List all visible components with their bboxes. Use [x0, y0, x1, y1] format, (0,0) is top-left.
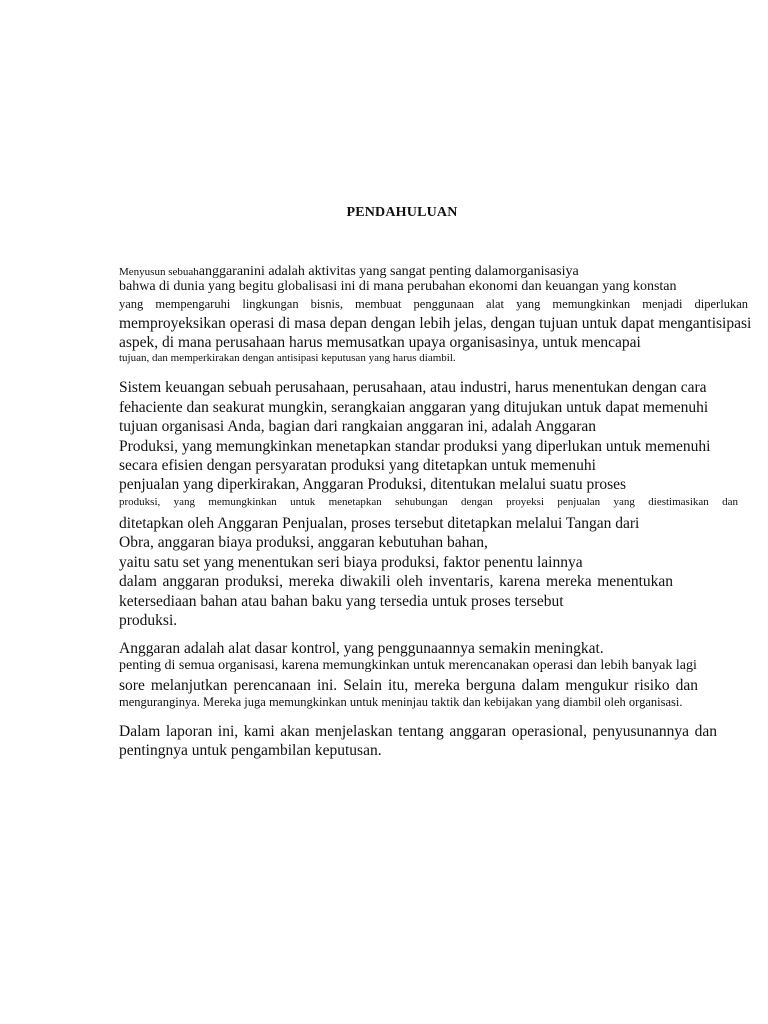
- paragraph-2-line-4: Produksi, yang memungkinkan menetapkan standar produksi yang diperlukan untuk memenuhi: [119, 438, 711, 455]
- paragraph-2-line-11: dalam anggaran produksi, mereka diwakili oleh inventaris, karena mereka menentukan: [119, 573, 673, 590]
- paragraph-3-line-1: Anggaran adalah alat dasar kontrol, yang penggunaannya semakin meningkat.: [119, 640, 604, 657]
- document-title: PENDAHULUAN: [346, 205, 458, 220]
- paragraph-2-line-8: ditetapkan oleh Anggaran Penjualan, proses tersebut ditetapkan melalui Tangan dari: [119, 515, 640, 532]
- paragraph-1-line-6: tujuan, dan memperkirakan dengan antisipasi keputusan yang harus diambil.: [119, 352, 456, 364]
- paragraph-2-line-5: secara efisien dengan persyaratan produksi yang ditetapkan untuk memenuhi: [119, 457, 596, 474]
- paragraph-1-line-3: yang mempengaruhi lingkungan bisnis, membuat penggunaan alat yang memungkinkan menjadi diperlukan: [119, 297, 748, 311]
- paragraph-1-line-5: aspek, di mana perusahaan harus memusatkan upaya organisasinya, untuk mencapai: [119, 334, 641, 351]
- paragraph-1-line-1-small: Menyusun sebuah: [119, 266, 199, 278]
- paragraph-2-line-7: produksi, yang memungkinkan untuk menetapkan sehubungan dengan proyeksi penjualan yang diestimasikan dan: [119, 496, 738, 508]
- paragraph-2-line-12: ketersediaan bahan atau bahan baku yang tersedia untuk proses tersebut: [119, 593, 564, 610]
- paragraph-2-line-9: Obra, anggaran biaya produksi, anggaran kebutuhan bahan,: [119, 534, 488, 551]
- paragraph-1-line-1-large: anggaranini adalah aktivitas yang sangat penting dalamorganisasiya: [198, 264, 579, 279]
- paragraph-3-line-4: menguranginya. Mereka juga memungkinkan untuk meninjau taktik dan kebijakan yang diambil oleh organisasi.: [119, 695, 683, 709]
- paragraph-2-line-1: Sistem keuangan sebuah perusahaan, perusahaan, atau industri, harus menentukan dengan cara: [119, 379, 707, 396]
- paragraph-1-line-1: [119, 263, 579, 279]
- paragraph-1-line-4: memproyeksikan operasi di masa depan dengan lebih jelas, dengan tujuan untuk dapat mengantisipasi: [119, 315, 752, 332]
- paragraph-2-line-10: yaitu satu set yang menentukan seri biaya produksi, faktor penentu lainnya: [119, 554, 583, 571]
- paragraph-2-line-6: penjualan yang diperkirakan, Anggaran Produksi, ditentukan melalui suatu proses: [119, 476, 627, 493]
- paragraph-3-line-3: sore melanjutkan perencanaan ini. Selain itu, mereka berguna dalam mengukur risiko dan: [119, 677, 698, 694]
- paragraph-1-line-2: bahwa di dunia yang begitu globalisasi ini di mana perubahan ekonomi dan keuangan yang konstan: [119, 279, 677, 294]
- paragraph-4-line-2: pentingnya untuk pengambilan keputusan.: [119, 742, 382, 759]
- paragraph-2-line-2: fehaciente dan seakurat mungkin, serangkaian anggaran yang ditujukan untuk dapat memenuhi: [119, 399, 709, 416]
- paragraph-2-line-3: tujuan organisasi Anda, bagian dari rangkaian anggaran ini, adalah Anggaran: [119, 418, 597, 435]
- paragraph-2-line-13: produksi.: [119, 612, 178, 629]
- paragraph-3-line-2: penting di semua organisasi, karena memungkinkan untuk merencanakan operasi dan lebih banyak lagi: [119, 658, 697, 673]
- paragraph-4-line-1: Dalam laporan ini, kami akan menjelaskan tentang anggaran operasional, penyusunannya dan: [119, 723, 717, 740]
